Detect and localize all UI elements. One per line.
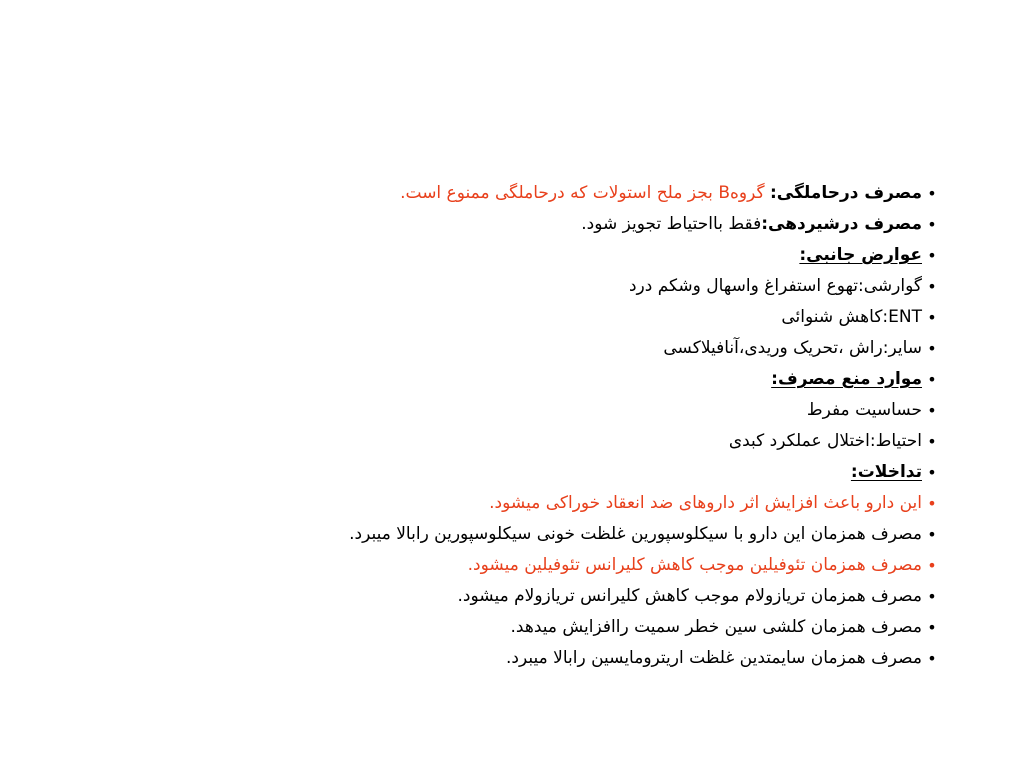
bullet-marker: •	[927, 401, 937, 420]
bullet-item-colchicine	[349, 612, 937, 643]
item-content	[400, 178, 922, 209]
item-text: مصرف همزمان سایمتدین غلظت اریترومایسین رابالا میبرد.	[506, 648, 922, 668]
item-text: سایر:راش ،تحریک وریدی،آنافیلاکسی	[663, 338, 922, 358]
section-heading: موارد منع مصرف:	[771, 369, 922, 389]
item-content	[851, 457, 922, 488]
bullet-marker: •	[927, 215, 937, 234]
bullet-list	[349, 178, 937, 674]
item-text: مصرف همزمان تئوفیلین موجب کاهش کلیرانس تئوفیلین میشود.	[467, 555, 922, 575]
bullet-marker: •	[927, 370, 937, 389]
item-text: احتیاط:اختلال عملکرد کبدی	[728, 431, 922, 451]
bullet-item-contraindications-heading	[349, 364, 937, 395]
bullet-marker: •	[927, 556, 937, 575]
item-text: مصرف همزمان تریازولام موجب کاهش کلیرانس تریازولام میشود.	[457, 586, 922, 606]
item-content	[581, 209, 922, 240]
bullet-marker: •	[927, 184, 937, 203]
bullet-marker: •	[927, 339, 937, 358]
bullet-marker: •	[927, 525, 937, 544]
item-text: ENT:کاهش شنوائی	[781, 307, 922, 327]
bullet-marker: •	[927, 432, 937, 451]
item-content	[771, 364, 922, 395]
bullet-item-interactions-heading	[349, 457, 937, 488]
bullet-item-cyclosporine	[349, 519, 937, 550]
section-heading: عوارض جانبی:	[799, 245, 922, 265]
bullet-item-triazolam	[349, 581, 937, 612]
bullet-item-gastrointestinal	[349, 271, 937, 302]
item-heading: مصرف درشیردهی:	[761, 214, 922, 234]
bullet-item-lactation	[349, 209, 937, 240]
bullet-marker: •	[927, 587, 937, 606]
bullet-item-anticoagulant	[349, 488, 937, 519]
item-text: مصرف همزمان کلشی سین خطر سمیت راافزایش میدهد.	[510, 617, 922, 637]
bullet-item-hypersensitivity	[349, 395, 937, 426]
bullet-marker: •	[927, 308, 937, 327]
item-text: گروهB بجز ملح استولات که درحاملگی ممنوع است.	[400, 183, 770, 203]
bullet-item-pregnancy	[349, 178, 937, 209]
bullet-item-side-effects-heading	[349, 240, 937, 271]
item-text: مصرف همزمان این دارو با سیکلوسپورین غلظت خونی سیکلوسپورین رابالا میبرد.	[349, 524, 922, 544]
bullet-item-ent	[349, 302, 937, 333]
bullet-marker: •	[927, 494, 937, 513]
item-text: این دارو باعث افزایش اثر داروهای ضد انعقاد خوراکی میشود.	[489, 493, 922, 513]
bullet-marker: •	[927, 277, 937, 296]
bullet-marker: •	[927, 246, 937, 265]
item-heading: مصرف درحاملگی:	[769, 183, 922, 203]
section-heading: تداخلات:	[850, 462, 922, 482]
bullet-item-other	[349, 333, 937, 364]
item-text: گوارشی:تهوع استفراغ واسهال وشکم درد	[628, 276, 922, 296]
bullet-item-theophylline	[349, 550, 937, 581]
item-text: حساسیت مفرط	[806, 400, 922, 420]
bullet-marker: •	[927, 618, 937, 637]
item-text: فقط بااحتیاط تجویز شود.	[581, 214, 762, 234]
bullet-marker: •	[927, 463, 937, 482]
bullet-item-caution	[349, 426, 937, 457]
bullet-item-cimetidine	[349, 643, 937, 674]
item-content	[799, 240, 922, 271]
bullet-marker: •	[927, 649, 937, 668]
